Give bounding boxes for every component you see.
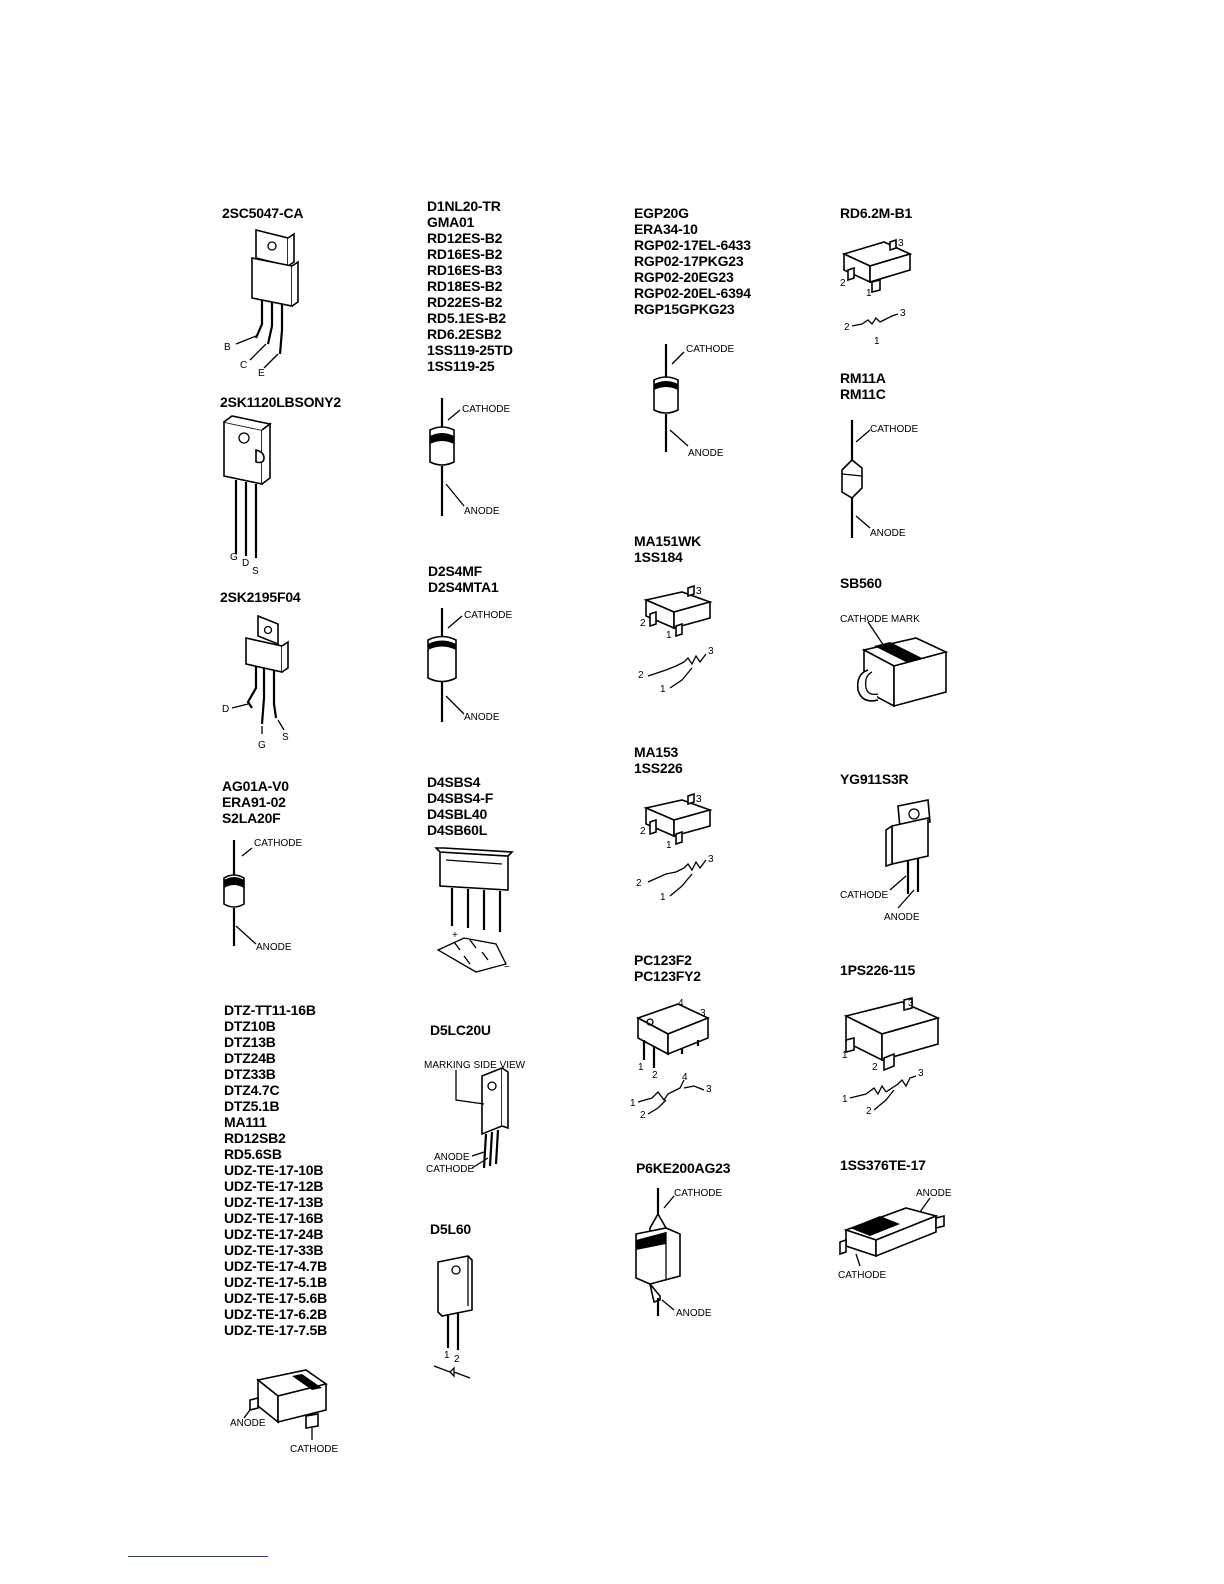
part-number: UDZ-TE-17-5.1B	[224, 1274, 327, 1290]
part-number: UDZ-TE-17-16B	[224, 1210, 324, 1226]
axial-diode-drawing	[632, 1184, 742, 1320]
part-number: 1SS376TE-17	[840, 1157, 926, 1173]
pin-label: B	[224, 342, 231, 353]
part-list-d2s4m	[428, 563, 499, 595]
pin-label: S	[282, 732, 289, 743]
anode-label: ANODE	[464, 506, 500, 517]
part-number: DTZ33B	[224, 1066, 276, 1082]
footer-rule	[128, 1556, 268, 1557]
pin-label: 3	[918, 1068, 924, 1079]
cathode-label: CATHODE	[838, 1270, 887, 1281]
cathode-label: CATHODE	[254, 838, 303, 849]
pin-label: D	[222, 704, 230, 715]
part-number: SB560	[840, 575, 882, 591]
pin-label: 3	[706, 1084, 712, 1095]
pin-label: 2	[840, 278, 846, 289]
part-number: RD5.1ES-B2	[427, 310, 506, 326]
sot23-drawing	[636, 584, 746, 696]
pin-label: 1	[660, 892, 666, 903]
part-number: DTZ10B	[224, 1018, 276, 1034]
part-list-2sc5047	[222, 205, 303, 221]
part-list-1ss376	[840, 1157, 926, 1173]
part-number: D2S4MF	[428, 563, 483, 579]
to220f-transistor-drawing	[218, 612, 308, 752]
pin-label: 1	[630, 1098, 636, 1109]
pin-label: E	[258, 368, 265, 379]
pin-label: 1	[666, 840, 672, 851]
pin-label: 3	[898, 238, 904, 249]
sot23-drawing	[636, 790, 746, 904]
part-number: RD6.2M-B1	[840, 205, 913, 221]
part-number: P6KE200AG23	[636, 1160, 731, 1176]
sot23-drawing	[840, 996, 950, 1118]
pin-label: 1	[444, 1350, 450, 1361]
bridge-rectifier-drawing	[424, 846, 534, 976]
pin-label: 3	[908, 998, 914, 1009]
part-number: 1SS226	[634, 760, 683, 776]
part-list-sb560	[840, 575, 882, 591]
part-number: UDZ-TE-17-33B	[224, 1242, 324, 1258]
dip4-photocoupler-drawing	[628, 996, 738, 1120]
part-list-2sk2195	[220, 589, 301, 605]
part-number: UDZ-TE-17-6.2B	[224, 1306, 327, 1322]
anode-label: ANODE	[464, 712, 500, 723]
part-number: D4SB60L	[427, 822, 488, 838]
part-list-rm11	[840, 370, 886, 402]
part-number: AG01A-V0	[222, 778, 289, 794]
part-number: RD12ES-B2	[427, 230, 503, 246]
part-number: RD16ES-B2	[427, 246, 503, 262]
pin-label: 1	[842, 1050, 848, 1061]
part-number: D2S4MTA1	[428, 579, 499, 595]
to220f-diode-drawing	[424, 1252, 504, 1388]
part-list-egp20g	[634, 205, 751, 317]
part-list-d5l60	[430, 1221, 471, 1237]
part-number: MA151WK	[634, 533, 702, 549]
pin-label: 3	[900, 308, 906, 319]
part-number: UDZ-TE-17-10B	[224, 1162, 324, 1178]
part-number: MA111	[224, 1114, 267, 1130]
part-number: S2LA20F	[222, 810, 281, 826]
pin-label: 4	[678, 998, 684, 1009]
pin-label: 1	[660, 684, 666, 695]
part-number: D4SBS4	[427, 774, 481, 790]
part-list-pc123	[634, 952, 701, 984]
part-number: D1NL20-TR	[427, 198, 501, 214]
part-number: UDZ-TE-17-4.7B	[224, 1258, 327, 1274]
part-number: RD6.2ESB2	[427, 326, 502, 342]
axial-diode-drawing	[834, 418, 944, 544]
part-number: MA153	[634, 744, 679, 760]
part-number: UDZ-TE-17-5.6B	[224, 1290, 327, 1306]
anode-label: ANODE	[434, 1152, 470, 1163]
minus-label: −	[504, 962, 510, 973]
to220f-diode-drawing	[838, 800, 948, 926]
pin-label: 2	[640, 1110, 646, 1121]
part-number: ERA91-02	[222, 794, 286, 810]
cathode-label: CATHODE	[426, 1164, 475, 1175]
part-number: 1PS226-115	[840, 962, 916, 978]
part-number: 1SS119-25	[427, 358, 495, 374]
pin-label: 2	[638, 670, 644, 681]
anode-label: ANODE	[676, 1308, 712, 1319]
pin-label: 2	[636, 878, 642, 889]
part-number: D5LC20U	[430, 1022, 491, 1038]
pin-label: C	[240, 360, 248, 371]
plus-label: +	[452, 930, 458, 941]
part-number: RM11A	[840, 370, 886, 386]
pin-label: 2	[872, 1062, 878, 1073]
pin-label: 4	[682, 1072, 688, 1083]
part-number: EGP20G	[634, 205, 689, 221]
part-number: GMA01	[427, 214, 475, 230]
part-list-dtz	[224, 1002, 327, 1338]
pin-label: 3	[708, 854, 714, 865]
part-number: RM11C	[840, 386, 886, 402]
part-list-ma153	[634, 744, 683, 776]
part-number: D5L60	[430, 1221, 472, 1237]
anode-label: ANODE	[870, 528, 906, 539]
part-number: UDZ-TE-17-12B	[224, 1178, 324, 1194]
anode-label: ANODE	[230, 1418, 266, 1429]
part-list-p6ke200	[636, 1160, 730, 1176]
part-number: RGP02-20EL-6394	[634, 285, 751, 301]
part-number: RD12SB2	[224, 1130, 286, 1146]
part-number: RGP02-17PKG23	[634, 253, 744, 269]
pin-label: 1	[638, 1062, 644, 1073]
pin-label: S	[252, 566, 259, 577]
part-number: DTZ4.7C	[224, 1082, 280, 1098]
part-list-yg911	[840, 771, 908, 787]
axial-diode-drawing	[216, 834, 326, 954]
part-list-d5lc20u	[430, 1022, 491, 1038]
part-number: RGP02-20EG23	[634, 269, 734, 285]
part-number: PC123F2	[634, 952, 692, 968]
pin-label: 2	[844, 322, 850, 333]
part-number: RD5.6SB	[224, 1146, 282, 1162]
pin-label: D	[242, 558, 250, 569]
pin-label: 1	[866, 288, 872, 299]
to220-transistor-drawing	[222, 226, 322, 379]
cathode-label: CATHODE	[686, 344, 735, 355]
pin-label: 2	[652, 1070, 658, 1081]
cathode-label: CATHODE	[462, 404, 511, 415]
part-list-ag01a	[222, 778, 289, 826]
pin-label: 3	[708, 646, 714, 657]
part-number: UDZ-TE-17-13B	[224, 1194, 324, 1210]
pin-label: 1	[842, 1094, 848, 1105]
axial-diode-drawing	[642, 340, 752, 460]
part-number: RD16ES-B3	[427, 262, 503, 278]
pin-label: 2	[640, 618, 646, 629]
part-number: RGP15GPKG23	[634, 301, 735, 317]
to220-side-view-drawing	[422, 1056, 542, 1176]
part-list-ma151wk	[634, 533, 701, 565]
part-list-d4sb	[427, 774, 493, 838]
pin-label: 3	[696, 586, 702, 597]
part-number: YG911S3R	[840, 771, 909, 787]
anode-label: ANODE	[688, 448, 724, 459]
part-number: DTZ13B	[224, 1034, 276, 1050]
axial-diode-drawing	[420, 604, 530, 726]
axial-diode-drawing	[420, 394, 530, 520]
part-list-2sk1120	[220, 394, 341, 410]
part-number: PC123FY2	[634, 968, 701, 984]
cathode-label: CATHODE	[674, 1188, 723, 1199]
part-number: 2SK1120LBSONY2	[220, 394, 341, 410]
part-number: 1SS119-25TD	[427, 342, 513, 358]
part-number: DTZ5.1B	[224, 1098, 280, 1114]
pin-label: 3	[696, 794, 702, 805]
part-number: D4SBL40	[427, 806, 488, 822]
part-list-d1nl20	[427, 198, 513, 374]
part-number: DTZ24B	[224, 1050, 276, 1066]
cathode-label: CATHODE	[840, 890, 889, 901]
part-number: DTZ-TT11-16B	[224, 1002, 316, 1018]
cathode-label: CATHODE	[870, 424, 919, 435]
pin-label: 1	[666, 630, 672, 641]
part-number: ERA34-10	[634, 221, 698, 237]
pin-label: 2	[866, 1106, 872, 1117]
to3p-transistor-drawing	[218, 414, 288, 579]
part-list-rd62m	[840, 205, 912, 221]
marking-side-view-label: MARKING SIDE VIEW	[424, 1060, 526, 1071]
sod323-diode-drawing	[226, 1362, 356, 1456]
pin-label: 2	[454, 1354, 460, 1365]
part-number: UDZ-TE-17-24B	[224, 1226, 324, 1242]
part-number: RD22ES-B2	[427, 294, 503, 310]
part-number: 1SS184	[634, 549, 683, 565]
cathode-label: CATHODE	[464, 610, 513, 621]
pin-label: G	[230, 552, 238, 563]
anode-label: ANODE	[884, 912, 920, 923]
pin-label: 2	[640, 826, 646, 837]
part-list-1ps226	[840, 962, 915, 978]
part-number: 2SK2195F04	[220, 589, 301, 605]
pin-label: 3	[700, 1008, 706, 1019]
sod123-diode-drawing	[836, 1184, 960, 1282]
part-number: RGP02-17EL-6433	[634, 237, 751, 253]
part-number: UDZ-TE-17-7.5B	[224, 1322, 327, 1338]
cathode-label: CATHODE	[290, 1444, 339, 1455]
smb-diode-drawing	[838, 610, 958, 716]
pin-label: 1	[874, 336, 880, 347]
sot23-drawing	[840, 236, 950, 348]
anode-label: ANODE	[256, 942, 292, 953]
part-number: 2SC5047-CA	[222, 205, 304, 221]
cathode-mark-label: CATHODE MARK	[840, 614, 920, 625]
anode-label: ANODE	[916, 1188, 952, 1199]
part-number: D4SBS4-F	[427, 790, 494, 806]
part-number: RD18ES-B2	[427, 278, 503, 294]
pin-label: G	[258, 740, 266, 751]
